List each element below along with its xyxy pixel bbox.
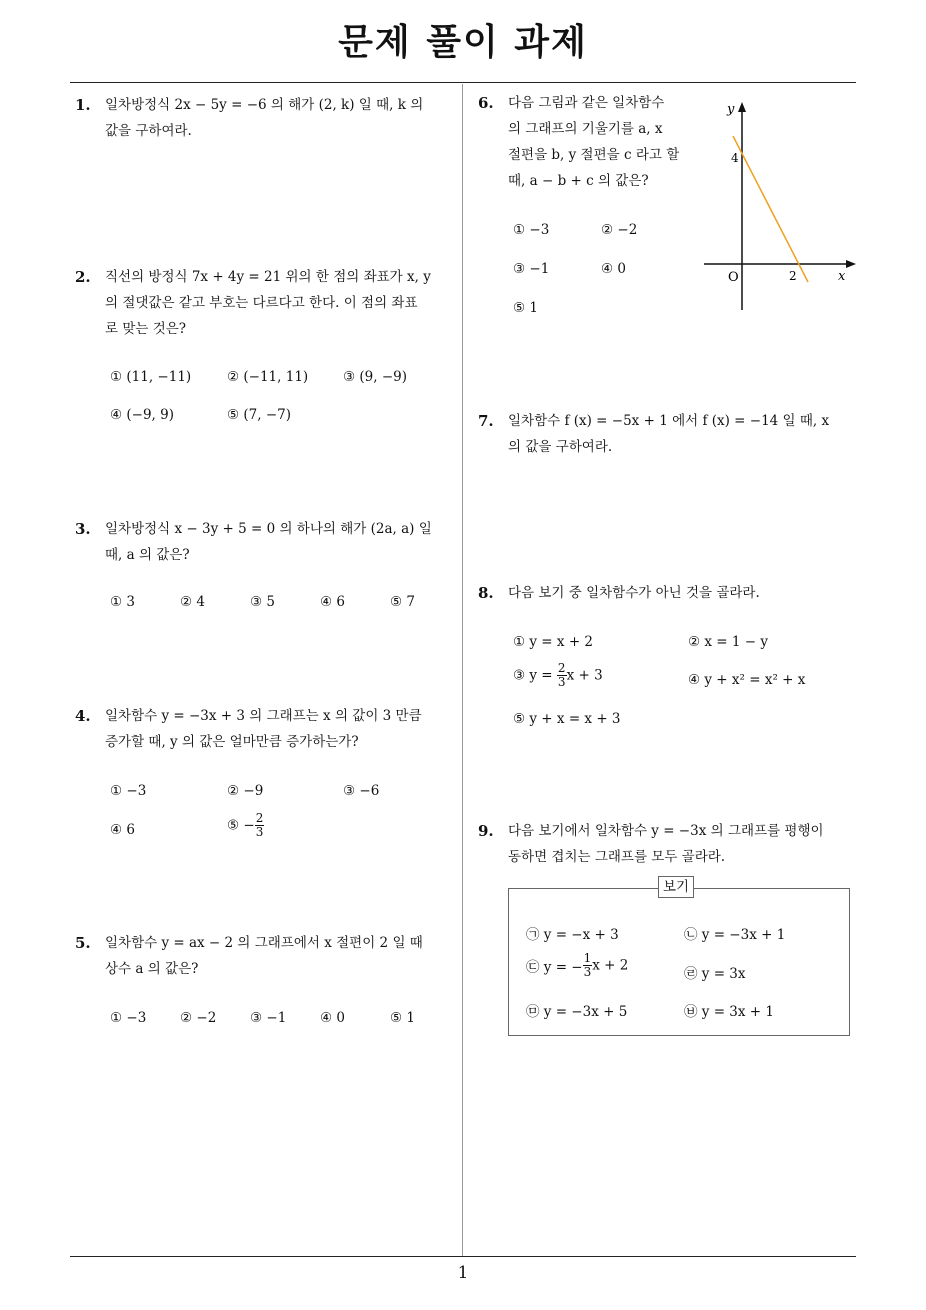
question-text: 의 그래프의 기울기를 a, x	[508, 121, 663, 137]
x-axis-arrow-icon	[846, 260, 856, 268]
choice-2[interactable]: ② 4	[180, 594, 205, 610]
choice-4[interactable]: ④ 6	[110, 822, 135, 838]
question-text: 의 절댓값은 같고 부호는 다르다고 한다. 이 점의 좌표	[105, 295, 418, 311]
choice-2[interactable]: ② −9	[227, 783, 264, 799]
question-number: 6.	[478, 94, 494, 112]
option-b[interactable]: ㉡ y = −3x + 1	[684, 927, 786, 943]
choice-5[interactable]	[227, 812, 264, 839]
question-number: 2.	[75, 268, 91, 286]
function-line	[733, 136, 808, 282]
choice-4[interactable]: ④ 0	[320, 1010, 345, 1026]
choice-2[interactable]: ② −2	[180, 1010, 217, 1026]
x-axis-label: x	[838, 269, 846, 284]
choice-label: ⑤ −	[227, 817, 255, 834]
choice-2[interactable]: ② −2	[601, 222, 638, 238]
page-title: 문제 풀이 과제	[338, 22, 588, 63]
numerator: 2	[255, 811, 264, 825]
question-text: 일차함수 y = ax − 2 의 그래프에서 x 절편이 2 일 때	[105, 935, 423, 951]
question-text: 때, a − b + c 의 값은?	[508, 173, 649, 189]
question-text: 상수 a 의 값은?	[105, 961, 199, 977]
x-intercept-label: 2	[789, 269, 797, 283]
y-axis-arrow-icon	[738, 102, 746, 112]
question-text: 증가할 때, y 의 값은 얼마만큼 증가하는가?	[105, 734, 359, 750]
choice-4[interactable]: ④ (−9, 9)	[110, 407, 174, 423]
question-text: 의 값을 구하여라.	[508, 439, 613, 455]
question-number: 9.	[478, 822, 494, 840]
question-text: 일차방정식 x − 3y + 5 = 0 의 하나의 해가 (2a, a) 일	[105, 521, 432, 537]
choice-label: x + 3	[566, 667, 603, 684]
top-rule	[70, 82, 856, 83]
choice-1[interactable]: ① −3	[110, 783, 147, 799]
option-label: ㉢ y = −	[526, 959, 583, 976]
y-axis-label: y	[727, 102, 735, 117]
question-number: 3.	[75, 520, 91, 538]
option-f[interactable]: ㉥ y = 3x + 1	[684, 1004, 774, 1020]
linear-function-graph	[700, 96, 860, 316]
choice-3[interactable]: ③ −1	[250, 1010, 287, 1026]
choice-label: ③ y =	[513, 667, 553, 684]
choice-1[interactable]: ① y = x + 2	[513, 634, 594, 650]
numerator: 2	[557, 661, 566, 675]
question-text: 일차함수 y = −3x + 3 의 그래프는 x 의 값이 3 만큼	[105, 708, 422, 724]
question-number: 8.	[478, 584, 494, 602]
option-e[interactable]: ㉤ y = −3x + 5	[526, 1004, 628, 1020]
option-a[interactable]: ㉠ y = −x + 3	[526, 927, 619, 943]
option-d[interactable]: ㉣ y = 3x	[684, 966, 746, 982]
choice-1[interactable]: ① −3	[110, 1010, 147, 1026]
choice-2[interactable]: ② (−11, 11)	[227, 369, 309, 385]
question-text: 일차방정식 2x − 5y = −6 의 해가 (2, k) 일 때, k 의	[105, 97, 424, 113]
choice-3[interactable]: ③ −6	[343, 783, 380, 799]
question-text: 다음 보기 중 일차함수가 아닌 것을 골라라.	[508, 585, 760, 601]
option-c[interactable]	[526, 952, 628, 979]
question-number: 4.	[75, 707, 91, 725]
fraction	[557, 662, 567, 689]
question-text: 값을 구하여라.	[105, 123, 192, 139]
choice-5[interactable]: ⑤ 1	[390, 1010, 415, 1026]
choice-1[interactable]: ① (11, −11)	[110, 369, 192, 385]
denominator: 3	[557, 675, 566, 689]
page-number: 1	[457, 1263, 469, 1283]
denominator: 3	[583, 965, 592, 979]
choice-1[interactable]: ① −3	[513, 222, 550, 238]
bottom-rule	[70, 1256, 856, 1257]
fraction	[255, 812, 265, 839]
choice-4[interactable]: ④ 0	[601, 261, 626, 277]
choice-5[interactable]: ⑤ 1	[513, 300, 538, 316]
question-text: 다음 보기에서 일차함수 y = −3x 의 그래프를 평행이	[508, 823, 824, 839]
choice-4[interactable]: ④ y + x² = x² + x	[688, 672, 806, 688]
choice-4[interactable]: ④ 6	[320, 594, 345, 610]
choice-1[interactable]: ① 3	[110, 594, 135, 610]
question-text: 직선의 방정식 7x + 4y = 21 위의 한 점의 좌표가 x, y	[105, 269, 431, 285]
question-text: 동하면 겹치는 그래프를 모두 골라라.	[508, 849, 726, 865]
question-number: 1.	[75, 96, 91, 114]
question-number: 7.	[478, 412, 494, 430]
denominator: 3	[255, 825, 264, 839]
question-number: 5.	[75, 934, 91, 952]
question-text: 다음 그림과 같은 일차함수	[508, 95, 665, 111]
origin-label: O	[728, 270, 739, 285]
question-text: 때, a 의 값은?	[105, 547, 190, 563]
choice-5[interactable]: ⑤ y + x = x + 3	[513, 711, 621, 727]
question-text: 로 맞는 것은?	[105, 321, 187, 337]
y-intercept-label: 4	[731, 151, 739, 165]
option-label: x + 2	[592, 957, 629, 974]
example-box-title: 보기	[658, 876, 694, 898]
choice-3[interactable]: ③ 5	[250, 594, 275, 610]
choice-3[interactable]	[513, 662, 603, 689]
choice-5[interactable]: ⑤ 7	[390, 594, 415, 610]
question-text: 절편을 b, y 절편을 c 라고 할	[508, 147, 680, 163]
choice-3[interactable]: ③ −1	[513, 261, 550, 277]
numerator: 1	[583, 951, 592, 965]
fraction	[583, 952, 593, 979]
choice-2[interactable]: ② x = 1 − y	[688, 634, 769, 650]
choice-3[interactable]: ③ (9, −9)	[343, 369, 407, 385]
question-text: 일차함수 f (x) = −5x + 1 에서 f (x) = −14 일 때, x	[508, 413, 830, 429]
choice-5[interactable]: ⑤ (7, −7)	[227, 407, 291, 423]
column-divider	[462, 84, 463, 1257]
